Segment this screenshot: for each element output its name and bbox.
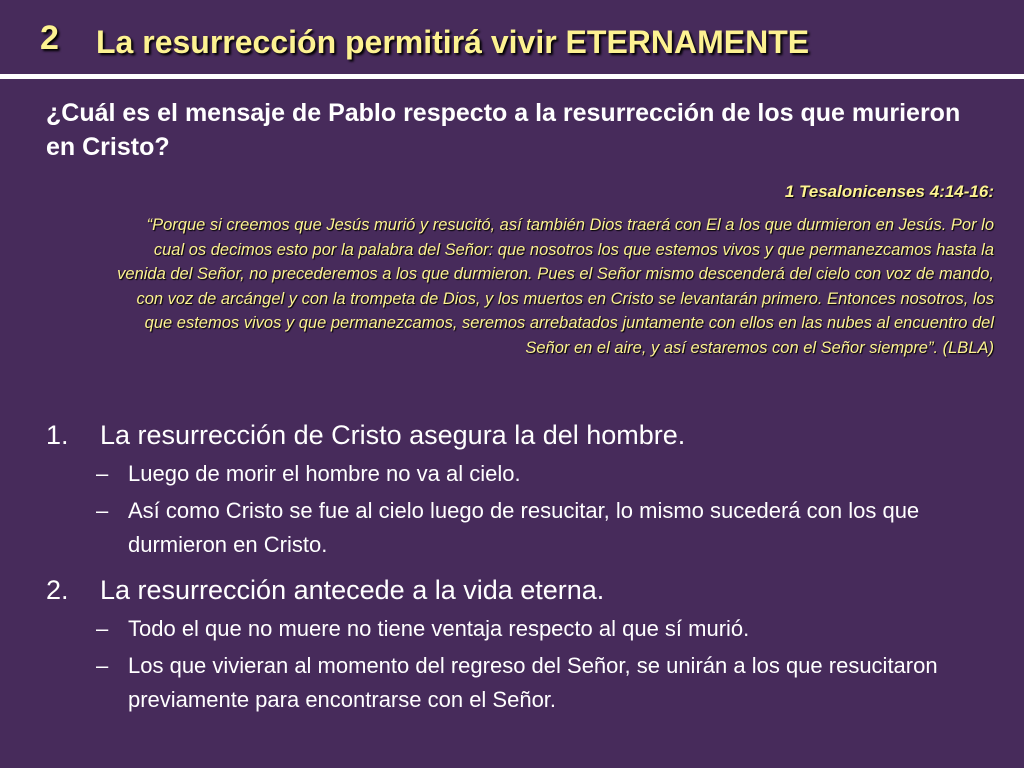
verse-quote: “Porque si creemos que Jesús murió y resucitó, así también Dios traerá con El a los que durmieron en Jesús. Por lo cual os decimos esto por la palabra del Señor: que nosotros los que estemos vivos y que permanezcamos hasta la venida del Señor, no precederemos a los que durmieron. Pues el Señor mismo descenderá del cielo con voz de mando, con voz de arcángel y con la trompeta de Dios, y los muertos en Cristo se levantarán primero. Entonces nosotros, los que estemos vivos y que permanezcamos, seremos arrebatados juntamente con ellos en las nubes al encuentro del Señor en el aire, y así estaremos con el Señor siempre”. (LBLA) bbox=[117, 216, 994, 357]
point-2-sublist bbox=[46, 612, 1006, 717]
verse-reference: 1 Tesalonicenses 4:14-16: bbox=[784, 182, 994, 201]
point-1-title: La resurrección de Cristo asegura la del hombre. bbox=[100, 420, 686, 450]
point-1 bbox=[46, 417, 1006, 562]
point-1-heading bbox=[46, 417, 1006, 453]
sub-item-text: Luego de morir el hombre no va al cielo. bbox=[128, 461, 521, 486]
dash-bullet: – bbox=[96, 461, 109, 486]
dash-bullet: – bbox=[96, 498, 109, 523]
point-2 bbox=[46, 572, 1006, 717]
sub-item bbox=[46, 649, 1006, 717]
point-1-number: 1. bbox=[46, 420, 69, 450]
point-2-title: La resurrección antecede a la vida eterna. bbox=[100, 575, 605, 605]
dash-bullet: – bbox=[96, 616, 109, 641]
sub-item bbox=[46, 494, 1006, 562]
title-divider bbox=[0, 74, 1024, 79]
point-2-number: 2. bbox=[46, 575, 69, 605]
sub-item-text: Así como Cristo se fue al cielo luego de resucitar, lo mismo sucederá con los que durmieron en Cristo. bbox=[128, 498, 920, 557]
sub-item bbox=[46, 612, 1006, 646]
slide-header bbox=[0, 0, 1024, 74]
points-list bbox=[46, 417, 1006, 720]
sub-item-text: Todo el que no muere no tiene ventaja respecto al que sí murió. bbox=[128, 616, 750, 641]
slide-title: La resurrección permitirá vivir ETERNAMENTE bbox=[96, 24, 810, 60]
slide-number: 2 bbox=[40, 19, 59, 57]
point-2-heading bbox=[46, 572, 1006, 608]
question-text: ¿Cuál es el mensaje de Pablo respecto a la resurrección de los que murieron en Cristo? bbox=[46, 99, 961, 161]
sub-item-text: Los que vivieran al momento del regreso del Señor, se unirán a los que resucitaron previamente para encontrarse con el Señor. bbox=[128, 653, 938, 712]
sub-item bbox=[46, 457, 1006, 491]
dash-bullet: – bbox=[96, 653, 109, 678]
point-1-sublist bbox=[46, 457, 1006, 562]
